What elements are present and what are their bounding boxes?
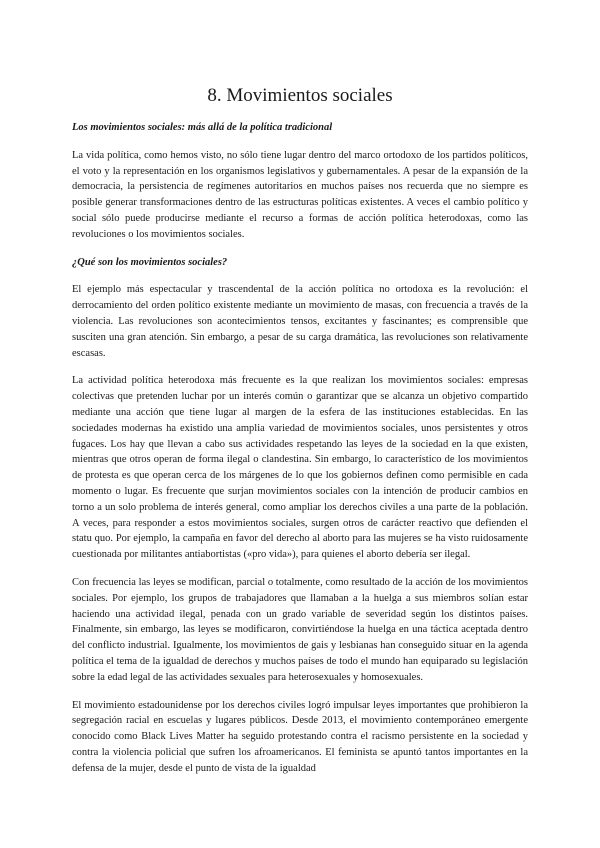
section-heading-what-are-social-movements: ¿Qué son los movimientos sociales?	[72, 256, 228, 268]
chapter-title: 8. Movimientos sociales	[207, 85, 393, 106]
body-paragraph: El movimiento estadounidense por los derechos civiles logró impulsar leyes importantes que prohibieron la segregación racial en escuelas y lugares públicos. Desde 2013, el movimiento contemporáneo emergente conocido como Black Lives Matter ha seguido protestando contra el racismo persistente en la sociedad y contra la violencia policial que sufren los afroamericanos. El feminista se apuntó tantos importantes en la defensa de la mujer, desde el punto de vista de la igualdad	[72, 699, 528, 774]
body-paragraph: La actividad política heterodoxa más frecuente es la que realizan los movimientos sociales: empresas colectivas que pretenden luchar por un interés común o garantizar que se alcanza un objetivo compartido mediante una acción que tiene lugar al margen de la esfera de las instituciones establecidas. En las sociedades modernas ha existido una amplia variedad de movimientos sociales, unos persistentes y otros fugaces. Los hay que llevan a cabo sus actividades respetando las leyes de la sociedad en la que existen, mientras que otros operan de forma ilegal o clandestina. Sin embargo, lo característico de los movimientos de protesta es que operan cerca de los márgenes de lo que los gobiernos definen como permisible en cada momento o lugar. Es frecuente que surjan movimientos sociales con la intención de producir cambios en torno a un solo problema de interés general, como ampliar los derechos civiles a una parte de la población. A veces, para responder a estos movimientos sociales, surgen otros de carácter reactivo que defienden el statu quo. Por ejemplo, la campaña en favor del derecho al aborto para las mujeres se ha visto ruidosamente cuestionada por militantes antiabortistas («pro vida»), para quienes el aborto debería ser ilegal.	[72, 375, 528, 561]
body-paragraph: Con frecuencia las leyes se modifican, parcial o totalmente, como resultado de la acción de los movimientos sociales. Por ejemplo, los grupos de trabajadores que llamaban a la huelga a sus miembros solían estar haciendo una actividad ilegal, penada con un grado variable de severidad según los distintos países. Finalmente, sin embargo, las leyes se modificaron, convirtiéndose la huelga en una táctica aceptada dentro del conflicto industrial. Igualmente, los movimientos de gais y lesbianas han conseguido situar en la agenda política el tema de la igualdad de derechos y muchos países de todo el mundo han equiparado su legislación sobre la edad legal de las actividades sexuales para heterosexuales y homosexuales.	[72, 576, 528, 683]
page-body	[72, 120, 528, 776]
body-paragraph: El ejemplo más espectacular y trascendental de la acción política no ortodoxa es la revolución: el derrocamiento del orden político existente mediante un movimiento de masas, con frecuencia a través de la violencia. Las revoluciones son acontecimientos tensos, excitantes y fascinantes; es comprensible que susciten una gran atención. Sin embargo, a pesar de su carga dramática, las revoluciones son relativamente escasas.	[72, 284, 528, 359]
body-paragraph: La vida política, como hemos visto, no sólo tiene lugar dentro del marco ortodoxo de los partidos políticos, el voto y la representación en los organismos legislativos y gubernamentales. A pesar de la expansión de la democracia, la persistencia de regímenes autoritarios en muchos países nos recuerda que no siempre es posible generar transformaciones dentro de las estructuras políticas existentes. A veces el cambio político y social sólo puede producirse mediante el recurso a formas de acción política heterodoxas, como las revoluciones o los movimientos sociales.	[72, 149, 528, 240]
section-heading-beyond-traditional-politics: Los movimientos sociales: más allá de la política tradicional	[72, 122, 333, 133]
